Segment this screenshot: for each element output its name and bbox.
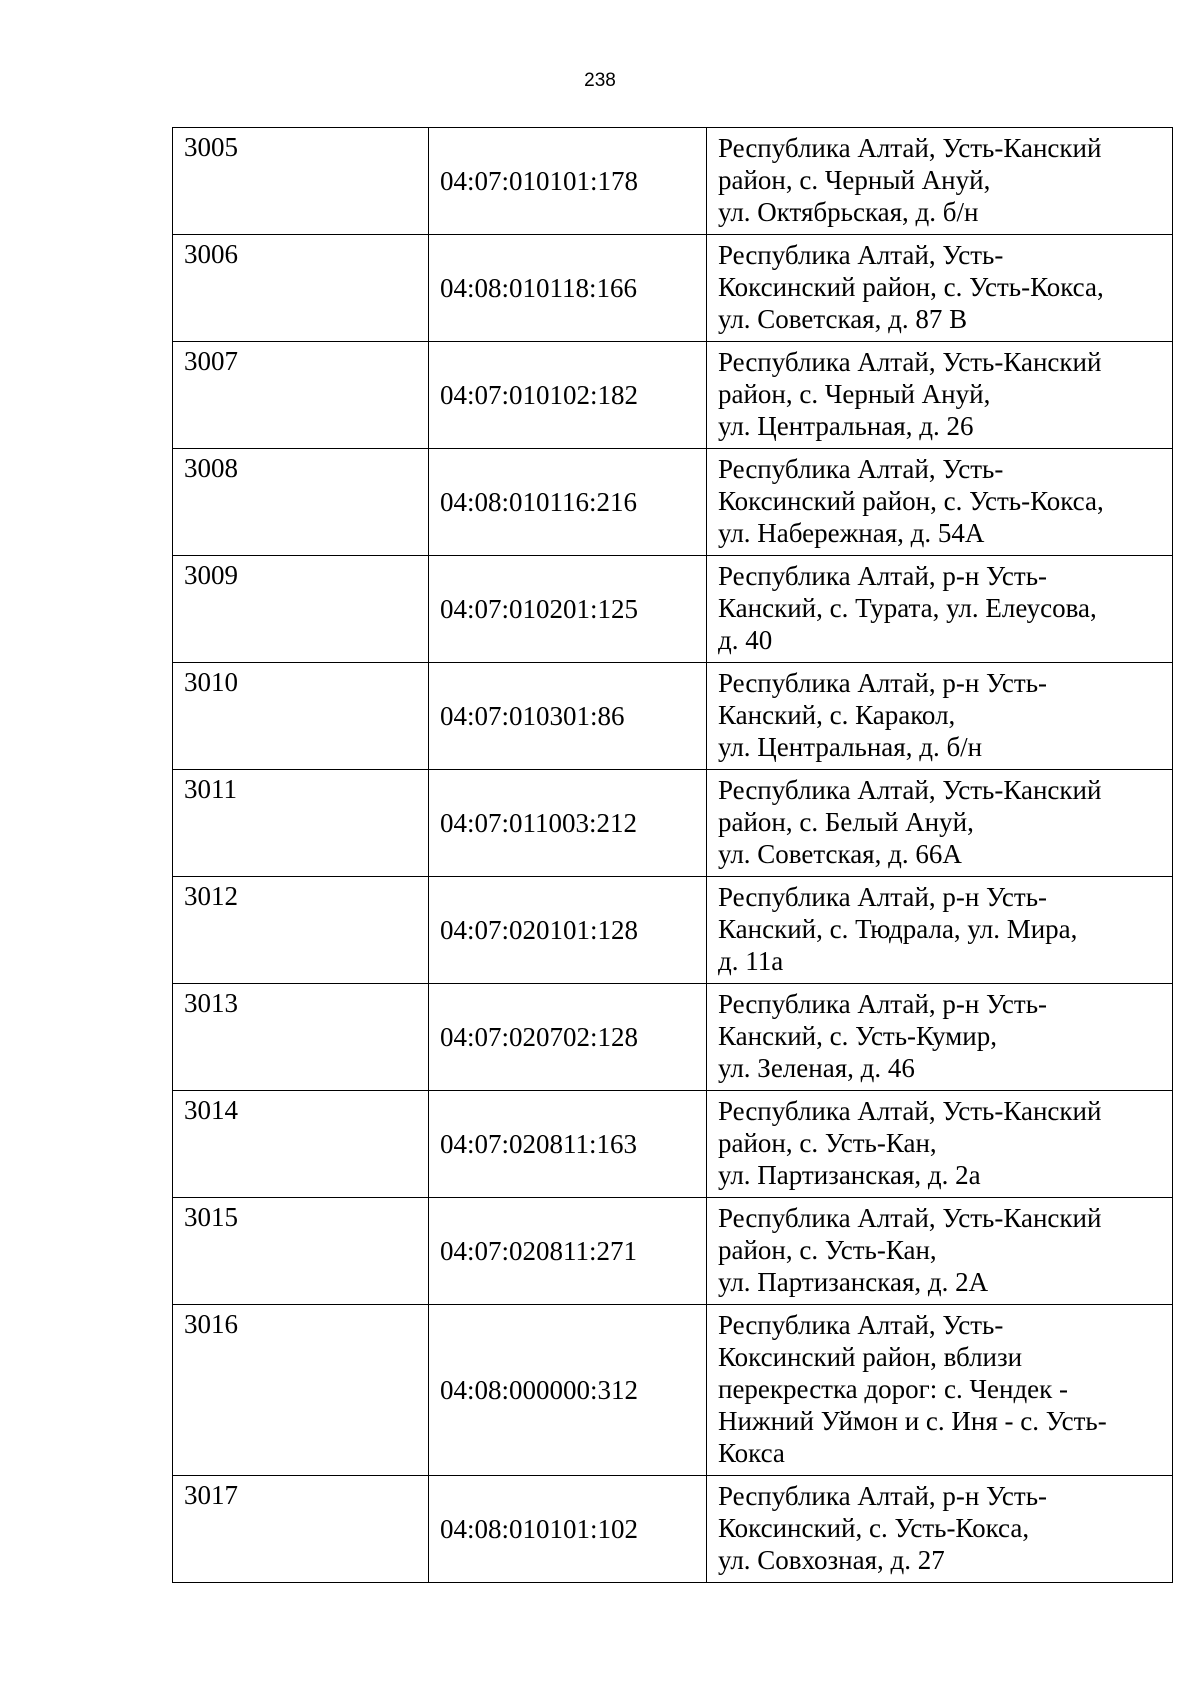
address-line: ул. Совхозная, д. 27 bbox=[718, 1545, 945, 1575]
table-row bbox=[173, 449, 1173, 556]
address-line: перекрестка дорог: с. Чендек - bbox=[718, 1374, 1069, 1404]
address-line: Канский, с. Каракол, bbox=[718, 700, 956, 730]
address-line: Республика Алтай, р-н Усть- bbox=[718, 668, 1048, 698]
address-line: ул. Набережная, д. 54А bbox=[718, 518, 985, 548]
table-row bbox=[173, 235, 1173, 342]
address-line: район, с. Усть-Кан, bbox=[718, 1235, 937, 1265]
cadastral-number-cell: 04:07:020811:163 bbox=[429, 1091, 707, 1198]
row-number-cell: 3015 bbox=[173, 1198, 429, 1305]
address-cell bbox=[707, 1476, 1173, 1583]
row-number-cell: 3005 bbox=[173, 128, 429, 235]
row-number-cell: 3011 bbox=[173, 770, 429, 877]
row-number-cell: 3006 bbox=[173, 235, 429, 342]
address-line: район, с. Черный Ануй, bbox=[718, 165, 991, 195]
cadastral-number-cell: 04:07:010102:182 bbox=[429, 342, 707, 449]
address-line: ул. Партизанская, д. 2а bbox=[718, 1160, 981, 1190]
address-line: Республика Алтай, Усть-Канский bbox=[718, 133, 1102, 163]
address-line: Коксинский район, с. Усть-Кокса, bbox=[718, 272, 1104, 302]
row-number-cell: 3017 bbox=[173, 1476, 429, 1583]
address-cell bbox=[707, 128, 1173, 235]
cadastral-number-cell: 04:07:020811:271 bbox=[429, 1198, 707, 1305]
address-line: д. 11а bbox=[718, 946, 784, 976]
address-line: Республика Алтай, Усть- bbox=[718, 454, 1004, 484]
table-row bbox=[173, 1305, 1173, 1476]
address-cell bbox=[707, 663, 1173, 770]
registry-table-body bbox=[173, 128, 1173, 1583]
address-line: Республика Алтай, р-н Усть- bbox=[718, 882, 1048, 912]
table-row bbox=[173, 1091, 1173, 1198]
address-line: район, с. Белый Ануй, bbox=[718, 807, 974, 837]
cadastral-number-cell: 04:07:020702:128 bbox=[429, 984, 707, 1091]
table-row bbox=[173, 556, 1173, 663]
address-line: ул. Центральная, д. 26 bbox=[718, 411, 974, 441]
address-line: ул. Советская, д. 66А bbox=[718, 839, 962, 869]
address-line: ул. Советская, д. 87 В bbox=[718, 304, 968, 334]
address-cell bbox=[707, 984, 1173, 1091]
table-row bbox=[173, 128, 1173, 235]
address-line: Канский, с. Тюдрала, ул. Мира, bbox=[718, 914, 1078, 944]
registry-table bbox=[172, 127, 1173, 1583]
address-line: Республика Алтай, р-н Усть- bbox=[718, 989, 1048, 1019]
address-cell bbox=[707, 1198, 1173, 1305]
row-number-cell: 3008 bbox=[173, 449, 429, 556]
address-line: Канский, с. Турата, ул. Елеусова, bbox=[718, 593, 1097, 623]
address-line: Канский, с. Усть-Кумир, bbox=[718, 1021, 997, 1051]
address-line: ул. Партизанская, д. 2А bbox=[718, 1267, 989, 1297]
table-row bbox=[173, 663, 1173, 770]
address-line: Республика Алтай, Усть-Канский bbox=[718, 347, 1102, 377]
address-line: д. 40 bbox=[718, 625, 773, 655]
cadastral-number-cell: 04:07:010201:125 bbox=[429, 556, 707, 663]
cadastral-number-cell: 04:07:010301:86 bbox=[429, 663, 707, 770]
table-row bbox=[173, 877, 1173, 984]
address-line: ул. Центральная, д. б/н bbox=[718, 732, 983, 762]
row-number-cell: 3007 bbox=[173, 342, 429, 449]
address-line: Коксинский район, вблизи bbox=[718, 1342, 1023, 1372]
address-line: Коксинский, с. Усть-Кокса, bbox=[718, 1513, 1030, 1543]
table-row bbox=[173, 1198, 1173, 1305]
table-row bbox=[173, 1476, 1173, 1583]
row-number-cell: 3012 bbox=[173, 877, 429, 984]
cadastral-number-cell: 04:08:010101:102 bbox=[429, 1476, 707, 1583]
address-line: Кокса bbox=[718, 1438, 785, 1468]
address-line: район, с. Черный Ануй, bbox=[718, 379, 991, 409]
cadastral-number-cell: 04:08:010118:166 bbox=[429, 235, 707, 342]
address-cell bbox=[707, 342, 1173, 449]
address-line: Республика Алтай, Усть- bbox=[718, 240, 1004, 270]
address-cell bbox=[707, 770, 1173, 877]
address-line: Республика Алтай, р-н Усть- bbox=[718, 1481, 1048, 1511]
address-line: ул. Зеленая, д. 46 bbox=[718, 1053, 915, 1083]
table-row bbox=[173, 770, 1173, 877]
row-number-cell: 3016 bbox=[173, 1305, 429, 1476]
address-cell bbox=[707, 449, 1173, 556]
address-line: район, с. Усть-Кан, bbox=[718, 1128, 937, 1158]
address-line: Республика Алтай, р-н Усть- bbox=[718, 561, 1048, 591]
table-row bbox=[173, 342, 1173, 449]
address-cell bbox=[707, 235, 1173, 342]
address-line: ул. Октябрьская, д. б/н bbox=[718, 197, 979, 227]
address-line: Республика Алтай, Усть- bbox=[718, 1310, 1004, 1340]
address-line: Нижний Уймон и с. Иня - с. Усть- bbox=[718, 1406, 1107, 1436]
table-row bbox=[173, 984, 1173, 1091]
address-cell bbox=[707, 1091, 1173, 1198]
cadastral-number-cell: 04:08:010116:216 bbox=[429, 449, 707, 556]
row-number-cell: 3014 bbox=[173, 1091, 429, 1198]
address-line: Республика Алтай, Усть-Канский bbox=[718, 775, 1102, 805]
cadastral-number-cell: 04:08:000000:312 bbox=[429, 1305, 707, 1476]
address-cell bbox=[707, 556, 1173, 663]
address-line: Республика Алтай, Усть-Канский bbox=[718, 1096, 1102, 1126]
cadastral-number-cell: 04:07:020101:128 bbox=[429, 877, 707, 984]
address-line: Коксинский район, с. Усть-Кокса, bbox=[718, 486, 1104, 516]
address-line: Республика Алтай, Усть-Канский bbox=[718, 1203, 1102, 1233]
cadastral-number-cell: 04:07:010101:178 bbox=[429, 128, 707, 235]
row-number-cell: 3009 bbox=[173, 556, 429, 663]
page-number: 238 bbox=[584, 70, 616, 91]
address-cell bbox=[707, 1305, 1173, 1476]
cadastral-number-cell: 04:07:011003:212 bbox=[429, 770, 707, 877]
row-number-cell: 3013 bbox=[173, 984, 429, 1091]
address-cell bbox=[707, 877, 1173, 984]
row-number-cell: 3010 bbox=[173, 663, 429, 770]
